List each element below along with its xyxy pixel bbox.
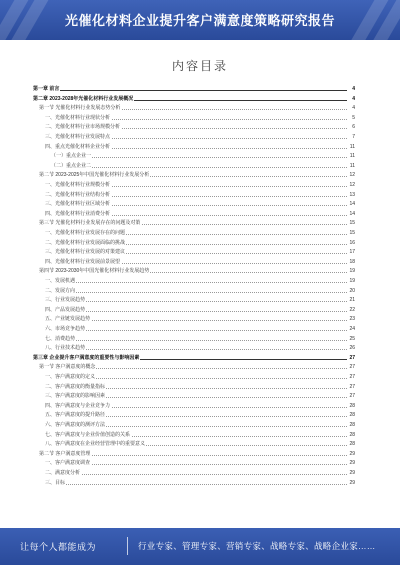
toc-page-number: 21	[349, 297, 355, 304]
toc-entry-title: 五、产业链发展趋势	[45, 316, 91, 323]
toc-leader-dots	[45, 311, 347, 312]
toc-entry[interactable]	[33, 451, 355, 457]
toc-entry-title: 四、光催化材料行业消费分析	[45, 210, 111, 217]
toc-entry-title: 一、客户满意度的定义	[45, 374, 96, 380]
toc-entry-title: 第二节 2023-2025年中国光催化材料行业发展分析	[39, 172, 150, 179]
toc-entry-title: 一、光催化材料行业现状分析	[45, 114, 111, 121]
toc-entry-title: 第四节 2023-2030年中国光催化材料行业发展趋势	[39, 268, 150, 275]
toc-leader-dots	[45, 292, 347, 293]
toc-entry-title: 一、光催化材料行业发展存在的问题	[45, 230, 126, 236]
toc-entry[interactable]	[33, 115, 355, 121]
toc-page-number: 7	[352, 134, 355, 140]
toc-entry[interactable]	[33, 192, 355, 198]
toc-entry-title: 三、目标	[45, 479, 66, 486]
toc-page-number: 5	[352, 114, 355, 121]
footer-slogan: 让每个人都能成为	[20, 542, 97, 552]
toc-page-number: 11	[349, 162, 355, 169]
toc-entry-title: 三、行业发展趋势	[45, 297, 86, 304]
toc-entry-title: 二、发展方向	[45, 287, 76, 294]
toc-page-number: 28	[349, 422, 355, 428]
toc-entry[interactable]	[33, 211, 355, 217]
toc-entry-title: 第一节 光催化材料行业发展态势分析	[39, 105, 121, 112]
toc-page-number: 29	[349, 450, 355, 457]
toc-page-number: 4	[352, 95, 355, 102]
toc-leader-dots	[45, 282, 347, 283]
toc-leader-dots	[45, 301, 347, 302]
toc-entry[interactable]	[33, 153, 355, 159]
toc-entry[interactable]	[33, 163, 355, 169]
toc-entry-title: 七、客户满意度与企业价值创造的关系	[45, 431, 131, 438]
toc-page-number: 11	[349, 153, 355, 160]
footer-tagline: 行业专家、管理专家、营销专家、战略专家、战略企业家……	[138, 541, 376, 551]
toc-page-number: 23	[349, 316, 355, 323]
toc-entry[interactable]	[33, 297, 355, 303]
toc-entry[interactable]	[33, 345, 355, 351]
toc-page-number: 28	[349, 412, 355, 419]
toc-entry-title: 第二章 2023-2028年光催化材料行业发展概况	[33, 95, 134, 102]
toc-page-number: 27	[349, 383, 355, 390]
toc-page-number: 4	[352, 105, 355, 112]
toc-entry[interactable]	[33, 460, 355, 466]
toc-page-number: 27	[349, 393, 355, 400]
toc-entry[interactable]	[33, 230, 355, 236]
toc-page-number: 17	[349, 249, 355, 256]
toc-leader-dots	[45, 474, 347, 475]
toc-entry-title: 一、发展机遇	[45, 278, 76, 284]
toc-entry[interactable]	[33, 220, 355, 226]
toc-entry-title: 七、消费趋势	[45, 335, 76, 342]
toc-page-number: 19	[349, 268, 355, 275]
toc-entry-title: 一、客户满意度调查	[45, 460, 91, 467]
toc-page-number: 15	[349, 230, 355, 236]
toc-page-number: 6	[352, 124, 355, 131]
toc-entry[interactable]	[33, 96, 355, 102]
toc-entry-title: 三、客户满意度的影响因素	[45, 393, 106, 400]
toc-entry[interactable]	[33, 326, 355, 332]
toc-entry-title: 三、光催化材料行业发展特点	[45, 134, 111, 140]
toc-page-number: 18	[349, 258, 355, 265]
toc-entry-title: 四、产品发展趋势	[45, 306, 86, 313]
toc-entry[interactable]	[33, 86, 355, 92]
toc-page-number: 11	[349, 143, 355, 150]
header-band	[0, 0, 400, 40]
toc-entry-title: 第三节 光催化材料行业发展存在的问题及对策	[39, 220, 141, 227]
toc-entry[interactable]	[33, 201, 355, 207]
toc-entry-title: 四、光催化材料行业发展前景展望	[45, 258, 121, 265]
toc-leader-dots	[45, 484, 347, 485]
toc-entry[interactable]	[33, 105, 355, 111]
toc-leader-dots	[45, 349, 347, 350]
toc-page-number: 15	[349, 220, 355, 227]
toc-entry[interactable]	[33, 336, 355, 342]
toc-page-number: 25	[349, 335, 355, 342]
toc-entry-title: 第三章 企业提升客户满意度的重要性与影响因素	[33, 354, 140, 361]
toc-entry-title: 五、客户满意度的提升路径	[45, 412, 106, 419]
toc-entry-title: 四、客户满意度与企业竞争力	[45, 402, 111, 409]
toc-entry-title: 三、光催化材料行业区域分析	[45, 201, 111, 208]
toc-entry-title: 第一节 客户满意度的概念	[39, 364, 96, 371]
toc-leader-dots	[51, 157, 347, 158]
toc-page-number: 14	[349, 210, 355, 217]
toc-entry[interactable]	[33, 422, 355, 428]
toc-entry[interactable]	[33, 316, 355, 322]
toc-entry[interactable]	[33, 412, 355, 418]
toc-entry-title: 六、市场竞争趋势	[45, 326, 86, 332]
toc-leader-dots	[45, 340, 347, 341]
table-of-contents	[33, 86, 355, 506]
toc-leader-dots	[45, 330, 347, 331]
toc-entry[interactable]	[33, 470, 355, 476]
toc-entry[interactable]	[33, 278, 355, 284]
toc-leader-dots	[33, 90, 347, 91]
toc-page-number: 22	[349, 306, 355, 313]
toc-entry-title: 第二节 客户满意度管理	[39, 450, 91, 457]
toc-entry[interactable]	[33, 268, 355, 274]
toc-page-number: 26	[349, 345, 355, 352]
toc-page-number: 24	[349, 326, 355, 332]
toc-entry[interactable]	[33, 307, 355, 313]
toc-page-number: 28	[349, 431, 355, 438]
toc-page-number: 14	[349, 201, 355, 208]
toc-entry[interactable]	[33, 374, 355, 380]
toc-page-number: 27	[349, 364, 355, 371]
toc-page-number: 19	[349, 278, 355, 284]
toc-page-number: 28	[349, 402, 355, 409]
toc-page-number: 28	[349, 441, 355, 448]
toc-entry-title: 八、行业技术趋势	[45, 345, 86, 352]
toc-entry-title: 四、重点光催化材料企业分析	[45, 143, 111, 150]
toc-page-number: 4	[352, 86, 355, 92]
toc-entry-title: 二、客户满意度的衡量指标	[45, 383, 106, 390]
toc-page-number: 29	[349, 460, 355, 467]
toc-entry[interactable]	[33, 441, 355, 447]
toc-entry-title: 第一章 前言	[33, 86, 60, 92]
toc-entry[interactable]	[33, 259, 355, 265]
toc-entry-title: 一、光催化材料行业规模分析	[45, 182, 111, 188]
toc-entry[interactable]	[33, 249, 355, 255]
footer-divider	[127, 537, 128, 555]
report-title: 光催化材料企业提升客户满意度策略研究报告	[64, 13, 335, 28]
toc-page-number: 12	[349, 172, 355, 179]
toc-entry-title: 二、光催化材料行业结构分析	[45, 191, 111, 198]
toc-entry[interactable]	[33, 364, 355, 370]
toc-entry[interactable]	[33, 384, 355, 390]
toc-entry-title: 二、光催化材料行业发展面临的挑战	[45, 239, 126, 246]
toc-title: 内容目录	[171, 59, 228, 73]
toc-entry[interactable]	[33, 288, 355, 294]
toc-entry-title: 六、客户满意度的测评方法	[45, 422, 106, 428]
toc-entry[interactable]	[33, 480, 355, 486]
toc-leader-dots	[51, 167, 347, 168]
toc-entry[interactable]	[33, 432, 355, 438]
toc-page-number: 12	[349, 182, 355, 188]
toc-entry-title: （一）重点企业一	[51, 153, 92, 160]
toc-entry[interactable]	[33, 355, 355, 361]
toc-entry[interactable]	[33, 144, 355, 150]
toc-page-number: 27	[349, 354, 355, 361]
toc-page-number: 29	[349, 479, 355, 486]
toc-entry[interactable]	[33, 134, 355, 140]
toc-entry-title: 二、满意度分析	[45, 470, 81, 476]
toc-entry[interactable]	[33, 124, 355, 130]
toc-entry[interactable]	[33, 182, 355, 188]
toc-page-number: 20	[349, 287, 355, 294]
toc-entry[interactable]	[33, 172, 355, 178]
toc-entry[interactable]	[33, 393, 355, 399]
toc-entry-title: （二）重点企业二	[51, 162, 92, 169]
toc-page-number: 13	[349, 191, 355, 198]
footer-band	[0, 528, 400, 565]
toc-page-number: 27	[349, 374, 355, 380]
toc-entry[interactable]	[33, 240, 355, 246]
toc-page-number: 16	[349, 239, 355, 246]
toc-entry[interactable]	[33, 403, 355, 409]
toc-entry-title: 二、光催化材料行业市场规模分析	[45, 124, 121, 131]
toc-entry-title: 三、光催化材料行业发展的对策建议	[45, 249, 126, 256]
toc-page-number: 29	[349, 470, 355, 476]
toc-entry-title: 八、客户满意度在企业经营管理中的重要意义	[45, 441, 146, 448]
